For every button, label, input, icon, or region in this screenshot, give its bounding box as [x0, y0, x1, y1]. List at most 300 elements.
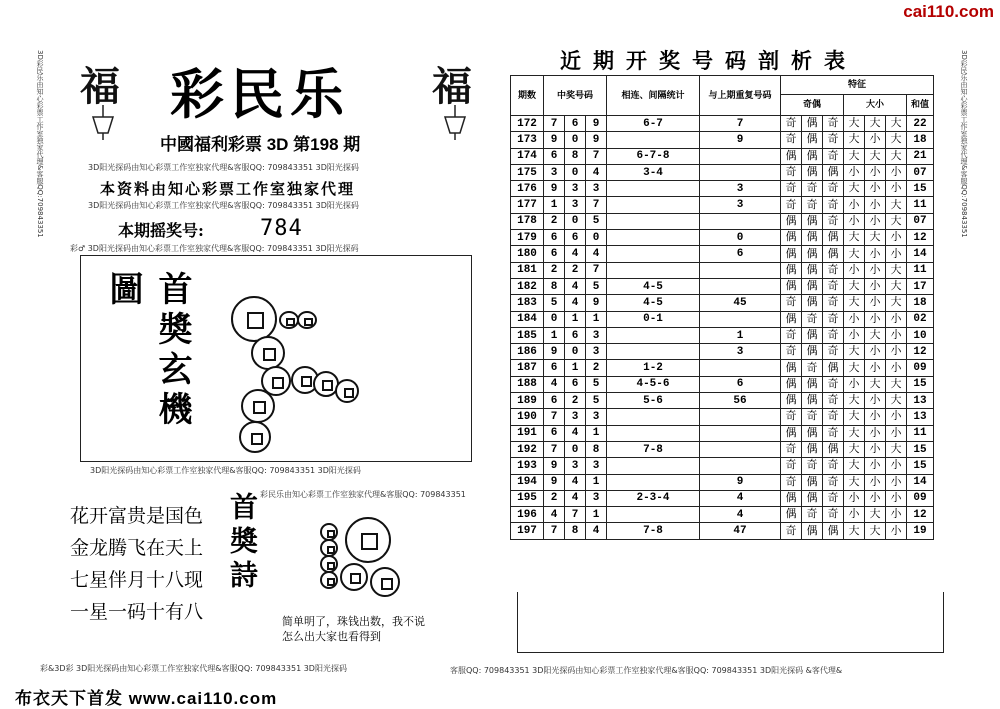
digit-cell: 4 — [565, 490, 586, 506]
big-small-cell: 小 — [886, 360, 907, 376]
table-row — [511, 376, 934, 392]
sum-cell: 15 — [907, 441, 934, 457]
big-small-cell: 大 — [844, 295, 865, 311]
odd-even-cell: 偶 — [802, 441, 823, 457]
big-small-cell: 小 — [865, 344, 886, 360]
odd-even-cell: 奇 — [781, 458, 802, 474]
digit-cell: 8 — [565, 148, 586, 164]
digit-cell: 3 — [586, 409, 607, 425]
digit-cell: 9 — [586, 116, 607, 132]
big-small-cell: 小 — [886, 409, 907, 425]
odd-even-cell: 偶 — [781, 262, 802, 278]
big-small-cell: 小 — [886, 344, 907, 360]
issue-cell: 188 — [511, 376, 544, 392]
footer: 布衣天下首发 www.cai110.com — [15, 689, 278, 708]
digit-cell: 4 — [565, 278, 586, 294]
issue-cell: 197 — [511, 523, 544, 539]
digit-cell: 0 — [565, 132, 586, 148]
big-small-cell: 大 — [844, 425, 865, 441]
odd-even-cell: 奇 — [823, 132, 844, 148]
odd-even-cell: 奇 — [823, 458, 844, 474]
big-small-cell: 小 — [865, 490, 886, 506]
digit-cell: 6 — [565, 376, 586, 392]
sum-cell: 17 — [907, 278, 934, 294]
odd-even-cell: 奇 — [781, 116, 802, 132]
sum-cell: 09 — [907, 490, 934, 506]
odd-even-cell: 偶 — [802, 393, 823, 409]
fu-left-glyph: 福 — [80, 63, 120, 110]
big-small-cell: 小 — [844, 213, 865, 229]
digit-cell: 5 — [586, 213, 607, 229]
odd-even-cell: 偶 — [823, 441, 844, 457]
adjacent-cell: 6-7 — [607, 116, 700, 132]
table-row — [511, 262, 934, 278]
big-small-cell: 大 — [886, 441, 907, 457]
big-small-cell: 小 — [844, 311, 865, 327]
big-small-cell: 大 — [865, 376, 886, 392]
big-small-cell: 小 — [865, 278, 886, 294]
repeat-cell: 4 — [700, 507, 781, 523]
col-sum: 和值 — [907, 95, 934, 116]
odd-even-cell: 奇 — [802, 409, 823, 425]
digit-cell: 3 — [565, 409, 586, 425]
table-row — [511, 327, 934, 343]
repeat-cell — [700, 425, 781, 441]
digit-cell: 0 — [565, 213, 586, 229]
big-small-cell: 大 — [886, 393, 907, 409]
big-small-cell: 大 — [865, 148, 886, 164]
digit-cell: 1 — [565, 360, 586, 376]
issue-cell: 192 — [511, 441, 544, 457]
big-small-cell: 小 — [886, 230, 907, 246]
digit-cell: 5 — [586, 376, 607, 392]
big-small-cell: 大 — [844, 181, 865, 197]
big-small-cell: 大 — [886, 278, 907, 294]
odd-even-cell: 偶 — [823, 246, 844, 262]
big-small-cell: 小 — [865, 164, 886, 180]
repeat-cell: 45 — [700, 295, 781, 311]
agency-line: 本资料由知心彩票工作室独家代理 — [100, 180, 356, 198]
table-row — [511, 278, 934, 294]
col-big-small: 大小 — [844, 95, 907, 116]
lantern-left-icon — [88, 105, 118, 140]
digit-cell: 2 — [565, 262, 586, 278]
issue-cell: 184 — [511, 311, 544, 327]
table-row — [511, 213, 934, 229]
odd-even-cell: 奇 — [823, 148, 844, 164]
digit-cell: 9 — [544, 344, 565, 360]
issue-cell: 181 — [511, 262, 544, 278]
repeat-cell — [700, 360, 781, 376]
digit-cell: 1 — [544, 197, 565, 213]
odd-even-cell: 偶 — [802, 116, 823, 132]
big-small-cell: 大 — [844, 474, 865, 490]
adjacent-cell: 0-1 — [607, 311, 700, 327]
odd-even-cell: 偶 — [781, 360, 802, 376]
big-small-cell: 小 — [886, 523, 907, 539]
table-row — [511, 181, 934, 197]
digit-cell: 8 — [586, 441, 607, 457]
big-small-cell: 小 — [865, 409, 886, 425]
digit-cell: 5 — [544, 295, 565, 311]
odd-even-cell: 奇 — [781, 132, 802, 148]
poem-line: 金龙腾飞在天上 — [70, 537, 204, 559]
big-small-cell: 大 — [844, 409, 865, 425]
digit-cell: 6 — [544, 360, 565, 376]
page-bottom-strip-right: 客服QQ: 709843351 3D阳光探码由知心彩票工作室独家代理&客服QQ: 709843351 3D阳光探码 &客代理& — [450, 666, 843, 675]
site-badge: cai110.com — [903, 2, 994, 21]
sum-cell: 15 — [907, 458, 934, 474]
big-small-cell: 小 — [844, 376, 865, 392]
results-table — [510, 75, 934, 540]
contact-strip-2: 3D阳光探码由知心彩票工作室独家代理&客服QQ: 709843351 3D阳光探码 — [88, 201, 359, 210]
adjacent-cell: 4-5-6 — [607, 376, 700, 392]
adjacent-cell — [607, 507, 700, 523]
digit-cell: 6 — [565, 230, 586, 246]
odd-even-cell: 偶 — [802, 425, 823, 441]
adjacent-cell — [607, 213, 700, 229]
table-row — [511, 490, 934, 506]
sum-cell: 02 — [907, 311, 934, 327]
table-row — [511, 164, 934, 180]
draw-number: 784 — [260, 216, 303, 241]
big-small-cell: 大 — [844, 148, 865, 164]
digit-cell: 0 — [544, 311, 565, 327]
sum-cell: 11 — [907, 262, 934, 278]
odd-even-cell: 奇 — [823, 295, 844, 311]
digit-cell: 5 — [586, 278, 607, 294]
big-small-cell: 小 — [865, 262, 886, 278]
table-row — [511, 246, 934, 262]
big-small-cell: 大 — [865, 116, 886, 132]
odd-even-cell: 奇 — [823, 376, 844, 392]
repeat-cell: 6 — [700, 246, 781, 262]
col-adjacent: 相连、间隔统计 — [607, 76, 700, 116]
odd-even-cell: 偶 — [781, 376, 802, 392]
issue-cell: 180 — [511, 246, 544, 262]
big-small-cell: 大 — [886, 132, 907, 148]
sum-cell: 18 — [907, 132, 934, 148]
page-title: 彩民乐 — [170, 62, 350, 126]
odd-even-cell: 奇 — [823, 311, 844, 327]
issue-cell: 189 — [511, 393, 544, 409]
odd-even-cell: 偶 — [781, 311, 802, 327]
adjacent-cell: 7-8 — [607, 441, 700, 457]
repeat-cell: 3 — [700, 181, 781, 197]
big-small-cell: 大 — [844, 278, 865, 294]
big-small-cell: 小 — [886, 164, 907, 180]
digit-cell: 3 — [586, 327, 607, 343]
sum-cell: 09 — [907, 360, 934, 376]
digit-cell: 9 — [544, 181, 565, 197]
puzzle-title: 首奬玄機圖 — [103, 271, 192, 431]
adjacent-cell — [607, 327, 700, 343]
digit-cell: 8 — [565, 523, 586, 539]
puzzle-top-strip: 彩♂ 3D阳光探码由知心彩票工作室独家代理&客服QQ: 709843351 3D阳光探码 — [70, 244, 359, 253]
odd-even-cell: 奇 — [823, 409, 844, 425]
sum-cell: 12 — [907, 344, 934, 360]
digit-cell: 3 — [565, 197, 586, 213]
big-small-cell: 小 — [865, 441, 886, 457]
digit-cell: 7 — [565, 507, 586, 523]
col-winning: 中奖号码 — [544, 76, 607, 116]
odd-even-cell: 奇 — [823, 474, 844, 490]
adjacent-cell — [607, 344, 700, 360]
poem-line: 七星伴月十八现 — [70, 569, 204, 591]
odd-even-cell: 偶 — [802, 327, 823, 343]
table-row — [511, 197, 934, 213]
sum-cell: 21 — [907, 148, 934, 164]
big-small-cell: 小 — [886, 425, 907, 441]
page-bottom-strip-left: 彩&3D彩 3D阳光探码由知心彩票工作室独家代理&客服QQ: 709843351 3D阳光探码 — [40, 664, 347, 673]
odd-even-cell: 偶 — [802, 490, 823, 506]
table-row — [511, 474, 934, 490]
col-issue: 期数 — [511, 76, 544, 116]
sum-cell: 19 — [907, 523, 934, 539]
repeat-cell: 0 — [700, 230, 781, 246]
digit-cell: 7 — [586, 148, 607, 164]
big-small-cell: 小 — [844, 507, 865, 523]
digit-cell: 6 — [544, 393, 565, 409]
big-small-cell: 大 — [886, 295, 907, 311]
big-small-cell: 小 — [886, 311, 907, 327]
digit-cell: 2 — [565, 393, 586, 409]
table-row — [511, 148, 934, 164]
odd-even-cell: 偶 — [802, 164, 823, 180]
odd-even-cell: 奇 — [823, 490, 844, 506]
right-side-strip: 3D彩民乐由知心彩票工作室独家代理&客服QQ:709843351 — [960, 50, 968, 238]
issue-cell: 176 — [511, 181, 544, 197]
issue-cell: 175 — [511, 164, 544, 180]
issue-cell: 179 — [511, 230, 544, 246]
table-blank-box — [517, 592, 944, 653]
odd-even-cell: 奇 — [781, 523, 802, 539]
adjacent-cell: 3-4 — [607, 164, 700, 180]
big-small-cell: 大 — [844, 116, 865, 132]
issue-line: 中國福利彩票 3D 第198 期 — [160, 135, 361, 154]
big-small-cell: 小 — [865, 295, 886, 311]
digit-cell: 4 — [586, 246, 607, 262]
digit-cell: 4 — [586, 523, 607, 539]
odd-even-cell: 偶 — [802, 523, 823, 539]
digit-cell: 4 — [565, 295, 586, 311]
repeat-cell — [700, 458, 781, 474]
issue-cell: 194 — [511, 474, 544, 490]
table-row — [511, 344, 934, 360]
digit-cell: 3 — [586, 490, 607, 506]
digit-cell: 6 — [544, 246, 565, 262]
odd-even-cell: 偶 — [781, 425, 802, 441]
odd-even-cell: 奇 — [781, 181, 802, 197]
digit-cell: 8 — [544, 278, 565, 294]
issue-cell: 177 — [511, 197, 544, 213]
digit-cell: 9 — [544, 474, 565, 490]
odd-even-cell: 奇 — [823, 344, 844, 360]
odd-even-cell: 偶 — [823, 523, 844, 539]
repeat-cell: 9 — [700, 132, 781, 148]
issue-cell: 191 — [511, 425, 544, 441]
big-small-cell: 大 — [886, 376, 907, 392]
table-row — [511, 523, 934, 539]
poem-top-strip: 彩民乐由知心彩票工作室独家代理&客服QQ: 709843351 — [260, 490, 466, 499]
big-small-cell: 小 — [844, 262, 865, 278]
adjacent-cell — [607, 246, 700, 262]
poem-lines — [70, 500, 203, 628]
big-small-cell: 小 — [844, 490, 865, 506]
table-row — [511, 441, 934, 457]
big-small-cell: 小 — [886, 507, 907, 523]
digit-cell: 6 — [565, 327, 586, 343]
table-row — [511, 360, 934, 376]
digit-cell: 4 — [565, 474, 586, 490]
adjacent-cell: 4-5 — [607, 278, 700, 294]
digit-cell: 2 — [586, 360, 607, 376]
digit-cell: 1 — [586, 474, 607, 490]
repeat-cell — [700, 278, 781, 294]
sum-cell: 11 — [907, 425, 934, 441]
issue-cell: 182 — [511, 278, 544, 294]
coin-puzzle-image — [201, 281, 471, 461]
poem-title: 首奬詩 — [226, 492, 259, 594]
repeat-cell — [700, 409, 781, 425]
digit-cell: 3 — [544, 164, 565, 180]
adjacent-cell: 5-6 — [607, 393, 700, 409]
adjacent-cell: 7-8 — [607, 523, 700, 539]
poem-note: 简单明了，珠钱出数，我不说 怎么出大家也看得到 — [282, 615, 425, 643]
odd-even-cell: 偶 — [781, 246, 802, 262]
odd-even-cell: 偶 — [802, 474, 823, 490]
repeat-cell: 6 — [700, 376, 781, 392]
digit-cell: 9 — [586, 132, 607, 148]
odd-even-cell: 奇 — [823, 393, 844, 409]
table-row — [511, 425, 934, 441]
digit-cell: 7 — [586, 197, 607, 213]
big-small-cell: 小 — [865, 132, 886, 148]
big-small-cell: 小 — [865, 458, 886, 474]
odd-even-cell: 偶 — [802, 262, 823, 278]
odd-even-cell: 奇 — [802, 311, 823, 327]
sum-cell: 07 — [907, 213, 934, 229]
big-small-cell: 大 — [844, 523, 865, 539]
coin-poem-image — [300, 505, 410, 610]
odd-even-cell: 偶 — [781, 278, 802, 294]
digit-cell: 4 — [586, 164, 607, 180]
digit-cell: 4 — [565, 425, 586, 441]
puzzle-box — [80, 255, 472, 462]
repeat-cell: 9 — [700, 474, 781, 490]
issue-cell: 196 — [511, 507, 544, 523]
repeat-cell — [700, 262, 781, 278]
table-row — [511, 230, 934, 246]
odd-even-cell: 奇 — [781, 164, 802, 180]
digit-cell: 7 — [586, 262, 607, 278]
odd-even-cell: 偶 — [802, 230, 823, 246]
issue-cell: 193 — [511, 458, 544, 474]
big-small-cell: 大 — [886, 148, 907, 164]
digit-cell: 6 — [544, 148, 565, 164]
odd-even-cell: 奇 — [823, 327, 844, 343]
odd-even-cell: 奇 — [781, 197, 802, 213]
draw-label: 本期摇奖号: — [118, 221, 204, 240]
odd-even-cell: 奇 — [802, 181, 823, 197]
repeat-cell: 1 — [700, 327, 781, 343]
big-small-cell: 小 — [865, 246, 886, 262]
digit-cell: 9 — [586, 295, 607, 311]
sum-cell: 14 — [907, 474, 934, 490]
big-small-cell: 小 — [865, 360, 886, 376]
table-row — [511, 132, 934, 148]
odd-even-cell: 偶 — [802, 344, 823, 360]
digit-cell: 2 — [544, 213, 565, 229]
big-small-cell: 小 — [865, 197, 886, 213]
table-row — [511, 311, 934, 327]
big-small-cell: 小 — [865, 311, 886, 327]
big-small-cell: 小 — [886, 458, 907, 474]
issue-cell: 195 — [511, 490, 544, 506]
big-small-cell: 小 — [844, 164, 865, 180]
big-small-cell: 大 — [886, 116, 907, 132]
big-small-cell: 大 — [844, 458, 865, 474]
repeat-cell — [700, 213, 781, 229]
digit-cell: 1 — [544, 327, 565, 343]
adjacent-cell — [607, 425, 700, 441]
repeat-cell — [700, 441, 781, 457]
odd-even-cell: 奇 — [823, 425, 844, 441]
digit-cell: 7 — [544, 116, 565, 132]
odd-even-cell: 奇 — [823, 213, 844, 229]
odd-even-cell: 奇 — [781, 344, 802, 360]
sum-cell: 11 — [907, 197, 934, 213]
digit-cell: 3 — [586, 181, 607, 197]
odd-even-cell: 偶 — [781, 490, 802, 506]
digit-cell: 6 — [565, 116, 586, 132]
poem-line: 花开富贵是国色 — [70, 505, 204, 527]
table-row — [511, 116, 934, 132]
digit-cell: 1 — [565, 311, 586, 327]
adjacent-cell: 2-3-4 — [607, 490, 700, 506]
odd-even-cell: 偶 — [802, 213, 823, 229]
adjacent-cell: 4-5 — [607, 295, 700, 311]
odd-even-cell: 偶 — [781, 507, 802, 523]
odd-even-cell: 奇 — [823, 278, 844, 294]
odd-even-cell: 偶 — [823, 360, 844, 376]
digit-cell: 1 — [586, 311, 607, 327]
big-small-cell: 小 — [865, 425, 886, 441]
big-small-cell: 大 — [844, 132, 865, 148]
table-row — [511, 393, 934, 409]
big-small-cell: 大 — [844, 441, 865, 457]
sum-cell: 12 — [907, 230, 934, 246]
issue-cell: 187 — [511, 360, 544, 376]
big-small-cell: 大 — [844, 360, 865, 376]
digit-cell: 7 — [544, 523, 565, 539]
odd-even-cell: 偶 — [802, 376, 823, 392]
big-small-cell: 大 — [886, 262, 907, 278]
adjacent-cell — [607, 474, 700, 490]
odd-even-cell: 奇 — [781, 409, 802, 425]
left-side-strip: 3D彩民乐由知心彩票工作室独家代理&客服QQ:709843351 — [36, 50, 44, 238]
odd-even-cell: 偶 — [802, 132, 823, 148]
sum-cell: 07 — [907, 164, 934, 180]
digit-cell: 0 — [565, 344, 586, 360]
repeat-cell — [700, 148, 781, 164]
big-small-cell: 小 — [865, 393, 886, 409]
big-small-cell: 小 — [844, 327, 865, 343]
repeat-cell — [700, 164, 781, 180]
issue-cell: 172 — [511, 116, 544, 132]
sum-cell: 14 — [907, 246, 934, 262]
odd-even-cell: 奇 — [823, 262, 844, 278]
